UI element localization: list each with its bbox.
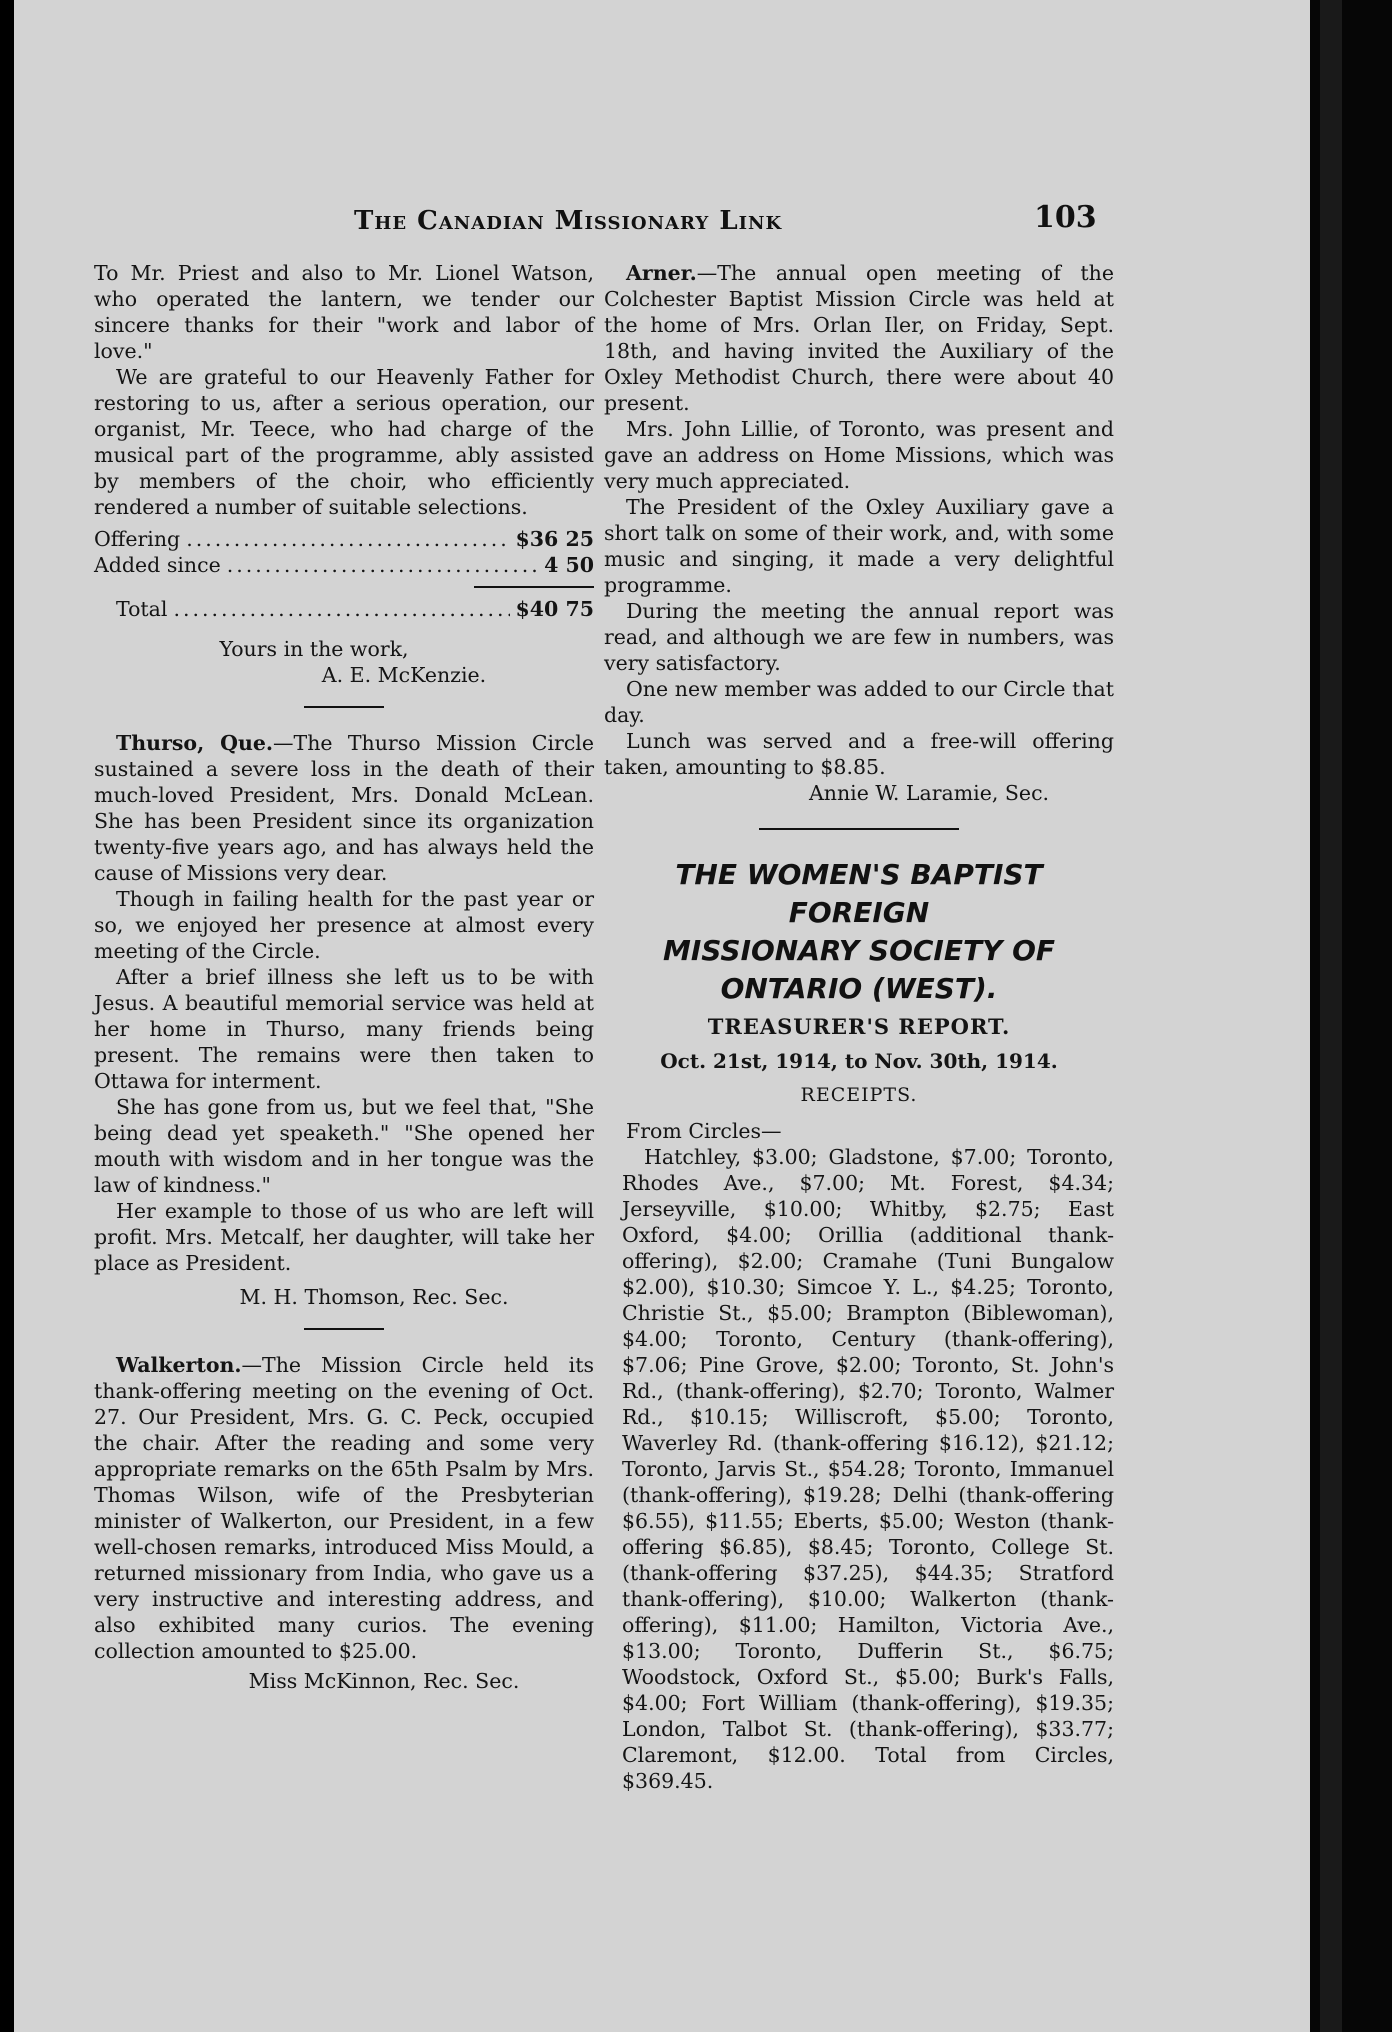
signature: Annie W. Laramie, Sec. — [808, 781, 1050, 805]
ledger-amount: $40 75 — [515, 597, 594, 621]
paragraph: Her example to those of us who are left will profit. Mrs. Metcalf, her daughter, will take her place as President. — [94, 1199, 594, 1275]
ledger-row — [94, 552, 594, 578]
article-text: —The Mission Circle held its thank-offering meeting on the evening of Oct. 27. Our President, Mrs. G. C. Peck, occupied the chair. After the reading and some very appropriate remarks on the 65th Psalm by Mrs. Thomas Wilson, wife of the Presbyterian minister of Walkerton, our President, in a few well-chosen remarks, introduced Miss Mould, a returned missionary from India, who gave us a very instructive and interesting address, and also exhibited many curios. The evening collection amounted to $25.00. — [94, 1353, 594, 1663]
paragraph: We are grateful to our Heavenly Father for restoring to us, after a serious operation, our organist, Mr. Teece, who had charge of the musical part of the programme, ably assisted by members of the choir, who efficiently rendered a number of suitable selections. — [94, 365, 594, 519]
signature: Miss McKinnon, Rec. Sec. — [248, 1669, 520, 1693]
paragraph: During the meeting the annual report was read, and although we are few in numbers, was very satisfactory. — [604, 599, 1114, 675]
leader-dots — [227, 552, 538, 578]
ledger-amount: $36 25 — [515, 527, 594, 551]
scan-right-edge — [1310, 0, 1392, 2032]
leader-dots — [173, 596, 509, 622]
ledger-label: Offering — [94, 527, 181, 551]
from-circles-label: From Circles— — [626, 1119, 782, 1143]
paragraph: Though in failing health for the past year or so, we enjoyed her presence at almost every meeting of the Circle. — [94, 887, 594, 963]
ledger-amount: 4 50 — [544, 553, 594, 577]
report-subtitle: TREASURER'S REPORT. — [707, 1014, 1011, 1039]
section-divider — [304, 706, 384, 708]
report-title-line: MISSIONARY SOCIETY OF — [662, 934, 1056, 967]
binding-edge — [1320, 0, 1342, 2032]
receipts-heading: RECEIPTS. — [800, 1084, 918, 1106]
article-lead: Walkerton. — [116, 1353, 242, 1377]
report-dates: Oct. 21st, 1914, to Nov. 30th, 1914. — [660, 1049, 1058, 1073]
paragraph: Lunch was served and a free-will offering taken, amounting to $8.85. — [604, 729, 1114, 779]
paragraph: She has gone from us, but we feel that, "She being dead yet speaketh." "She opened her mouth with wisdom and in her tongue was the law of kindness." — [94, 1095, 594, 1197]
article-lead: Thurso, Que. — [116, 731, 274, 755]
report-title — [604, 856, 1114, 1008]
section-divider — [304, 1328, 384, 1330]
ledger-row — [94, 526, 594, 552]
running-header — [14, 200, 1310, 246]
section-divider — [759, 828, 959, 830]
signature: M. H. Thomson, Rec. Sec. — [239, 1285, 509, 1309]
scan-left-edge — [0, 0, 14, 2032]
article-text: —The Thurso Mission Circle sustained a severe loss in the death of their much-loved President, Mrs. Donald McLean. She has been President since its organization twenty-five years ago, and has always held the cause of Missions very dear. — [94, 731, 594, 885]
ledger-total-row — [94, 596, 594, 622]
paragraph: The President of the Oxley Auxiliary gave a short talk on some of their work, and, with some music and singing, it made a very delightful programme. — [604, 495, 1114, 597]
leader-dots — [186, 526, 509, 552]
report-title-line: ONTARIO (WEST). — [720, 972, 998, 1005]
ledger-label: Total — [116, 597, 168, 621]
paragraph: After a brief illness she left us to be with Jesus. A beautiful memorial service was held at her home in Thurso, many friends being present. The remains were then taken to Ottawa for interment. — [94, 965, 594, 1093]
page-number: 103 — [1034, 200, 1097, 235]
article-text: —The annual open meeting of the Colchester Baptist Mission Circle was held at the home of Mrs. Orlan Iler, on Friday, Sept. 18th, and having invited the Auxiliary of the Oxley Methodist Church, there were about 40 present. — [604, 261, 1114, 415]
right-column — [604, 260, 1114, 1794]
article-lead: Arner. — [626, 261, 697, 285]
offering-ledger — [94, 526, 594, 622]
report-title-line: THE WOMEN'S BAPTIST FOREIGN — [675, 858, 1043, 929]
receipts-list: Hatchley, $3.00; Gladstone, $7.00; Toronto, Rhodes Ave., $7.00; Mt. Forest, $4.34; Jerseyville, $10.00; Whitby, $2.75; East Oxford, $4.00; Orillia (additional thank-offering), $2.00; Cramahe (Tuni Bungalow $2.00), $10.30; Simcoe Y. L., $4.25; Toronto, Christie St., $5.00; Brampton (Biblewoman), $4.00; Toronto, Century (thank-offering), $7.06; Pine Grove, $2.00; Toronto, St. John's Rd., (thank-offering), $2.70; Toronto, Walmer Rd., $10.15; Williscroft, $5.00; Toronto, Waverley Rd. (thank-offering $16.12), $21.12; Toronto, Jarvis St., $54.28; Toronto, Immanuel (thank-offering), $19.28; Delhi (thank-offering $6.55), $11.55; Eberts, $5.00; Weston (thank-offering $6.85), $8.45; Toronto, College St. (thank-offering $37.25), $44.35; Stratford thank-offering), $10.00; Walkerton (thank-offering), $11.00; Hamilton, Victoria Ave., $13.00; Toronto, Dufferin St., $6.75; Woodstock, Oxford St., $5.00; Burk's Falls, $4.00; Fort William (thank-offering), $19.35; London, Talbot St. (thank-offering), $33.77; Claremont, $12.00. Total from Circles, $369.45. — [622, 1145, 1114, 1793]
paragraph: Mrs. John Lillie, of Toronto, was present and gave an address on Home Missions, which was very much appreciated. — [604, 417, 1114, 493]
sum-rule — [474, 586, 594, 588]
document-page — [14, 0, 1310, 2032]
closing-line: Yours in the work, — [219, 637, 409, 661]
paragraph: To Mr. Priest and also to Mr. Lionel Watson, who operated the lantern, we tender our sincere thanks for their "work and labor of love." — [94, 261, 594, 363]
ledger-label: Added since — [94, 553, 221, 577]
header-title: The Canadian Missionary Link — [354, 206, 783, 236]
paragraph: One new member was added to our Circle that day. — [604, 677, 1114, 727]
left-column — [94, 260, 594, 1694]
signature: A. E. McKenzie. — [321, 663, 487, 687]
